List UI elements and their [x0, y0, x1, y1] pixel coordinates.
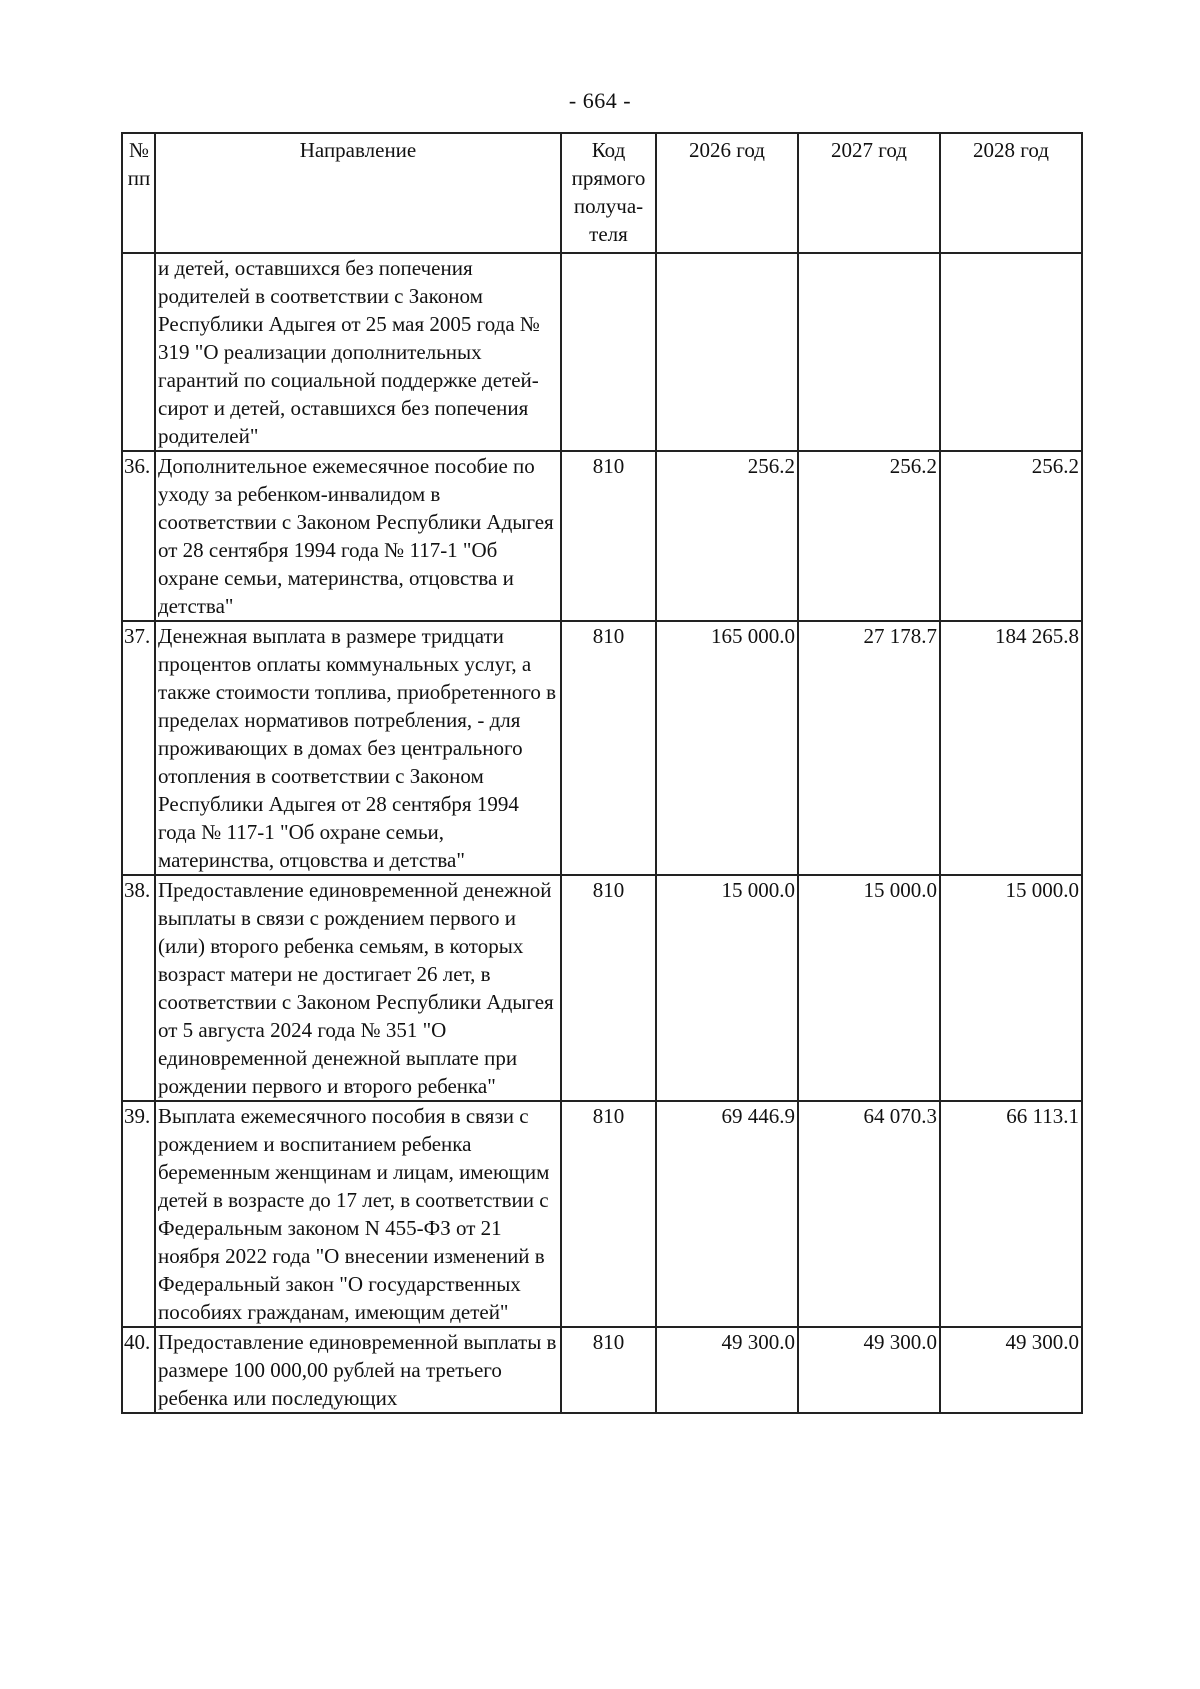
row-2027: 27 178.7: [798, 621, 940, 875]
row-2028: 66 113.1: [940, 1101, 1082, 1327]
row-direction: Предоставление единовременной денежной выплаты в связи с рождением первого и (или) второго ребенка семьям, в которых возраст матери не достигает 26 лет, в соответствии с Законом Республики Адыгея от 5 августа 2024 года № 351 "О единовременной денежной выплате при рождении первого и второго ребенка": [155, 875, 561, 1101]
table-row: [122, 253, 1082, 451]
row-code: 810: [561, 451, 656, 621]
row-2026: 49 300.0: [656, 1327, 798, 1413]
row-num: 36.: [122, 451, 155, 621]
row-direction: и детей, оставшихся без попечения родителей в соответствии с Законом Республики Адыгея от 25 мая 2005 года № 319 "О реализации дополнительных гарантий по социальной поддержке детей-сирот и детей, оставшихся без попечения родителей": [155, 253, 561, 451]
header-2026: [656, 133, 798, 253]
table-row: [122, 621, 1082, 875]
header-2027: [798, 133, 940, 253]
row-2026: 15 000.0: [656, 875, 798, 1101]
header-num: [122, 133, 155, 253]
row-2027: 49 300.0: [798, 1327, 940, 1413]
row-2026: 165 000.0: [656, 621, 798, 875]
page-number: - 664 -: [568, 88, 632, 113]
header-2028-label: 2028 год: [973, 138, 1049, 162]
row-2026: 69 446.9: [656, 1101, 798, 1327]
header-code: [561, 133, 656, 253]
header-2027-label: 2027 год: [831, 138, 907, 162]
budget-table: [121, 132, 1083, 1414]
row-direction: Денежная выплата в размере тридцати процентов оплаты коммунальных услуг, а также стоимости топлива, приобретенного в пределах нормативов потребления, - для проживающих в домах без центрального отопления в соответствии с Законом Республики Адыгея от 28 сентября 1994 года № 117-1 "Об охране семьи, материнства, отцовства и детства": [155, 621, 561, 875]
header-2026-label: 2026 год: [689, 138, 765, 162]
row-2027: 64 070.3: [798, 1101, 940, 1327]
row-2028: [940, 253, 1082, 451]
row-num: 38.: [122, 875, 155, 1101]
row-direction: Предоставление единовременной выплаты в размере 100 000,00 рублей на третьего ребенка или последующих: [155, 1327, 561, 1413]
row-2028: 184 265.8: [940, 621, 1082, 875]
row-num: [122, 253, 155, 451]
table-row: [122, 875, 1082, 1101]
table-row: [122, 451, 1082, 621]
row-code: 810: [561, 1327, 656, 1413]
header-direction-label: Направление: [299, 138, 417, 162]
row-num: 39.: [122, 1101, 155, 1327]
row-2027: 15 000.0: [798, 875, 940, 1101]
header-num-label: № пп: [127, 138, 151, 190]
header-direction: [155, 133, 561, 253]
row-2026: 256.2: [656, 451, 798, 621]
table-row: [122, 1101, 1082, 1327]
row-code: 810: [561, 875, 656, 1101]
table-header-row: [122, 133, 1082, 253]
row-2028: 15 000.0: [940, 875, 1082, 1101]
row-2027: [798, 253, 940, 451]
row-2028: 256.2: [940, 451, 1082, 621]
row-code: [561, 253, 656, 451]
row-num: 37.: [122, 621, 155, 875]
row-direction: Выплата ежемесячного пособия в связи с рождением и воспитанием ребенка беременным женщинам и лицам, имеющим детей в возрасте до 17 лет, в соответствии с Федеральным законом N 455-ФЗ от 21 ноября 2022 года "О внесении изменений в Федеральный закон "О государственных пособиях гражданам, имеющим детей": [155, 1101, 561, 1327]
header-2028: [940, 133, 1082, 253]
row-2027: 256.2: [798, 451, 940, 621]
row-direction: Дополнительное ежемесячное пособие по уходу за ребенком-инвалидом в соответствии с Законом Республики Адыгея от 28 сентября 1994 года № 117-1 "Об охране семьи, материнства, отцовства и детства": [155, 451, 561, 621]
row-2028: 49 300.0: [940, 1327, 1082, 1413]
row-num: 40.: [122, 1327, 155, 1413]
row-2026: [656, 253, 798, 451]
row-code: 810: [561, 621, 656, 875]
row-code: 810: [561, 1101, 656, 1327]
header-code-label: Код прямого получа-теля: [571, 138, 646, 246]
table-row: [122, 1327, 1082, 1413]
